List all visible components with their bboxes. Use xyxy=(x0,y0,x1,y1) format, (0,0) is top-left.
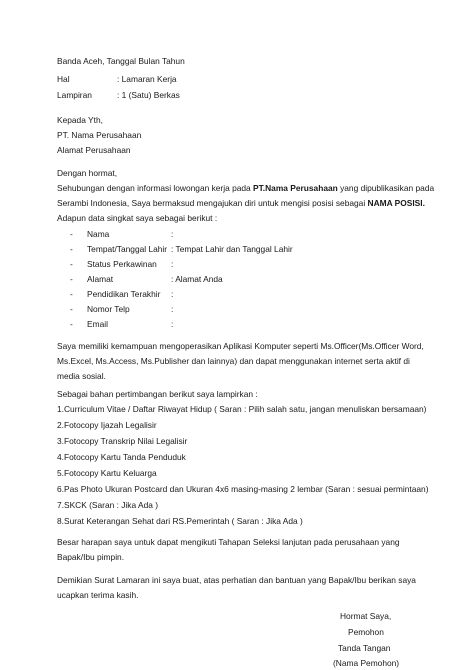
intro-line-3: Adapun data singkat saya sebagai berikut : xyxy=(57,213,218,223)
signature-role: Pemohon xyxy=(348,627,384,637)
meta-value-lampiran: : 1 (Satu) Berkas xyxy=(117,90,180,100)
field-row: - Pendidikan Terakhir : xyxy=(70,289,174,299)
meta-label-hal: Hal xyxy=(57,74,70,84)
field-label: Nomor Telp xyxy=(87,304,130,314)
field-value: : xyxy=(171,259,174,269)
hope-line: Bapak/Ibu pimpin. xyxy=(57,552,125,562)
place-date: Banda Aceh, Tanggal Bulan Tahun xyxy=(57,56,185,66)
field-label: Nama xyxy=(87,229,110,239)
field-row: - Status Perkawinan : xyxy=(70,259,174,269)
field-row: - Nomor Telp : xyxy=(70,304,174,314)
field-label: Alamat xyxy=(87,274,114,284)
field-value: : Tempat Lahir dan Tanggal Lahir xyxy=(171,244,293,254)
meta-value-hal: : Lamaran Kerja xyxy=(117,74,177,84)
intro-line-2: Serambi Indonesia, Saya bermaksud mengajukan diri untuk mengisi posisi sebagai NAMA POSISI. xyxy=(57,198,425,208)
field-label: Email xyxy=(87,319,108,329)
attachment-item: 1.Curriculum Vitae / Daftar Riwayat Hidup ( Saran : Pilih salah satu, jangan menuliskan bersamaan) xyxy=(57,404,427,414)
closing-line: ucapkan terima kasih. xyxy=(57,590,139,600)
intro-line-1: Sehubungan dengan informasi lowongan kerja pada PT.Nama Perusahaan yang dipublikasikan pada xyxy=(57,183,435,193)
signature-salutation: Hormat Saya, xyxy=(340,611,392,621)
attachments-intro: Sebagai bahan pertimbangan berikut saya lampirkan : xyxy=(57,389,258,399)
attachment-item: 4.Fotocopy Kartu Tanda Penduduk xyxy=(57,452,186,462)
greeting: Dengan hormat, xyxy=(57,168,118,178)
field-row: - Email : xyxy=(70,319,174,329)
hope-line: Besar harapan saya untuk dapat mengikuti Tahapan Seleksi lanjutan pada perusahaan yang xyxy=(57,537,400,547)
field-label: Tempat/Tanggal Lahir xyxy=(87,244,168,254)
field-row: - Nama : xyxy=(70,229,174,239)
field-value: : xyxy=(171,304,174,314)
skills-line: media sosial. xyxy=(57,371,106,381)
field-label: Status Perkawinan xyxy=(87,259,157,269)
attachment-item: 3.Fotocopy Transkrip Nilai Legalisir xyxy=(57,436,188,446)
field-label: Pendidikan Terakhir xyxy=(87,289,161,299)
attachment-item: 5.Fotocopy Kartu Keluarga xyxy=(57,468,157,478)
field-value: : xyxy=(171,229,174,239)
position-name: NAMA POSISI. xyxy=(367,198,425,208)
attachment-item: 8.Surat Keterangan Sehat dari RS.Pemerintah ( Saran : Jika Ada ) xyxy=(57,516,303,526)
field-value: : Alamat Anda xyxy=(171,274,223,284)
field-value: : xyxy=(171,289,174,299)
attachment-item: 2.Fotocopy Ijazah Legalisir xyxy=(57,420,157,430)
company-name: PT.Nama Perusahaan xyxy=(253,183,338,193)
field-row: - Tempat/Tanggal Lahir : Tempat Lahir dan Tanggal Lahir xyxy=(70,244,293,254)
meta-label-lampiran: Lampiran xyxy=(57,90,92,100)
recipient-address: Alamat Perusahaan xyxy=(57,145,131,155)
recipient-company: PT. Nama Perusahaan xyxy=(57,130,142,140)
recipient-line: Kepada Yth, xyxy=(57,115,103,125)
field-row: - Alamat : Alamat Anda xyxy=(70,274,223,284)
field-value: : xyxy=(171,319,174,329)
skills-line: Ms.Excel, Ms.Access, Ms.Publisher dan lainnya) dan dapat menggunakan internet serta aktif di xyxy=(57,356,410,366)
closing-line: Demikian Surat Lamaran ini saya buat, atas perhatian dan bantuan yang Bapak/Ibu berikan saya xyxy=(57,575,416,585)
attachment-item: 7.SKCK (Saran : Jika Ada ) xyxy=(57,500,159,510)
attachment-item: 6.Pas Photo Ukuran Postcard dan Ukuran 4x6 masing-masing 2 lembar (Saran : sesuai permintaan) xyxy=(57,484,429,494)
signature-placeholder: Tanda Tangan xyxy=(338,643,391,653)
signature-name: (Nama Pemohon) xyxy=(333,658,400,668)
skills-line: Saya memiliki kemampuan mengoperasikan Aplikasi Komputer seperti Ms.Officer(Ms.Officer Word, xyxy=(57,341,424,351)
